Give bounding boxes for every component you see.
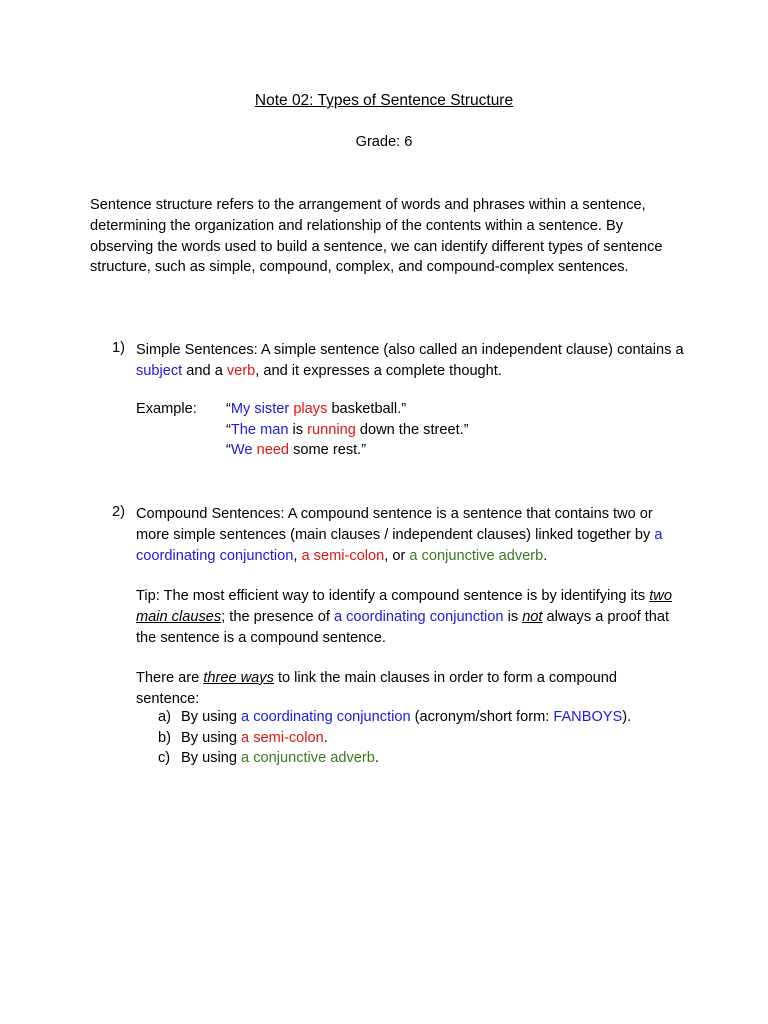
example-sentence [226,422,469,438]
or-text: , or [384,547,410,564]
list-suffix: . [323,730,328,746]
not-emphasis: not [522,608,543,625]
example-rest: down the street.” [355,422,469,438]
list-mid: (acronym/short form: [410,709,554,725]
list-prefix: By using [181,750,242,766]
tip-paragraph [136,586,681,648]
example-rest: some rest.” [289,442,367,458]
simple-sentences-definition [136,340,696,382]
tip-text: ; the presence of [221,608,334,625]
ways-text: There are [136,670,204,686]
definition-text: Simple Sentences: A simple sentence (also called an independent clause) contains a [136,342,684,358]
definition-text: , and it expresses a complete thought. [255,362,502,379]
quote-mark: “ [226,442,231,458]
list-suffix: . [374,750,379,766]
intro-paragraph: Sentence structure refers to the arrangement of words and phrases within a sentence, determining the organization and relationship of the contents within a sentence. By observing the words used to build a sentence, we can identify different types of sentence structure, such as simple, compound, complex, and compound-complex sentences. [90,197,663,276]
list-letter: b) [158,730,171,746]
grade-label: Grade: 6 [355,134,413,150]
list-suffix: ). [622,709,632,725]
subject-term: subject [136,362,183,379]
definition-text: Compound Sentences: A compound sentence is a sentence that contains two or more simple sentences (main clauses / independent clauses) linked together by [136,506,655,543]
page-title: Note 02: Types of Sentence Structure [254,92,514,109]
definition-text: and a [182,362,227,379]
two-main-clauses-emphasis: two main clauses [136,588,672,625]
ways-paragraph [136,668,656,710]
conjunctive-adverb-term: a conjunctive adverb [241,750,375,766]
fanboys-term: FANBOYS [553,709,623,725]
semicolon-term: a semi-colon [241,730,324,746]
list-item [181,730,328,746]
list-prefix: By using [181,709,242,725]
example-verb: plays [293,401,328,417]
example-label: Example: [136,401,197,417]
coordinating-conjunction-term: a coordinating conjunction [333,608,504,625]
example-subject: We [230,442,253,458]
compound-sentences-definition [136,504,681,566]
quote-mark: “ [226,401,231,417]
period: . [543,547,548,564]
coordinating-conjunction-term: a coordinating conjunction [136,526,663,564]
conjunctive-adverb-term: a conjunctive adverb [409,547,544,564]
tip-text: Tip: The most efficient way to identify a compound sentence is by identifying its [136,588,650,604]
example-subject: The man [230,422,289,438]
list-item [181,709,631,725]
list-letter: a) [158,709,171,725]
example-rest: basketball.” [327,401,407,417]
example-sentence [226,442,366,458]
quote-mark: “ [226,422,231,438]
three-ways-emphasis: three ways [203,670,274,686]
list-prefix: By using [181,730,242,746]
tip-text: always a proof that the sentence is a compound sentence. [136,608,670,646]
semicolon-term: a semi-colon [301,547,385,564]
section-number: 1) [112,340,125,356]
coordinating-conjunction-term: a coordinating conjunction [241,709,411,725]
comma: , [293,547,302,564]
example-verb: need [256,442,290,458]
tip-text: is [503,608,523,625]
example-sentence [226,401,406,417]
list-letter: c) [158,750,171,766]
example-verb: running [307,422,356,438]
example-subject: My sister [230,401,290,417]
ways-text: to link the main clauses in order to form a compound sentence: [136,670,618,707]
verb-term: verb [226,362,256,379]
example-mid: is [288,422,308,438]
list-item [181,750,379,766]
section-number: 2) [112,504,125,520]
